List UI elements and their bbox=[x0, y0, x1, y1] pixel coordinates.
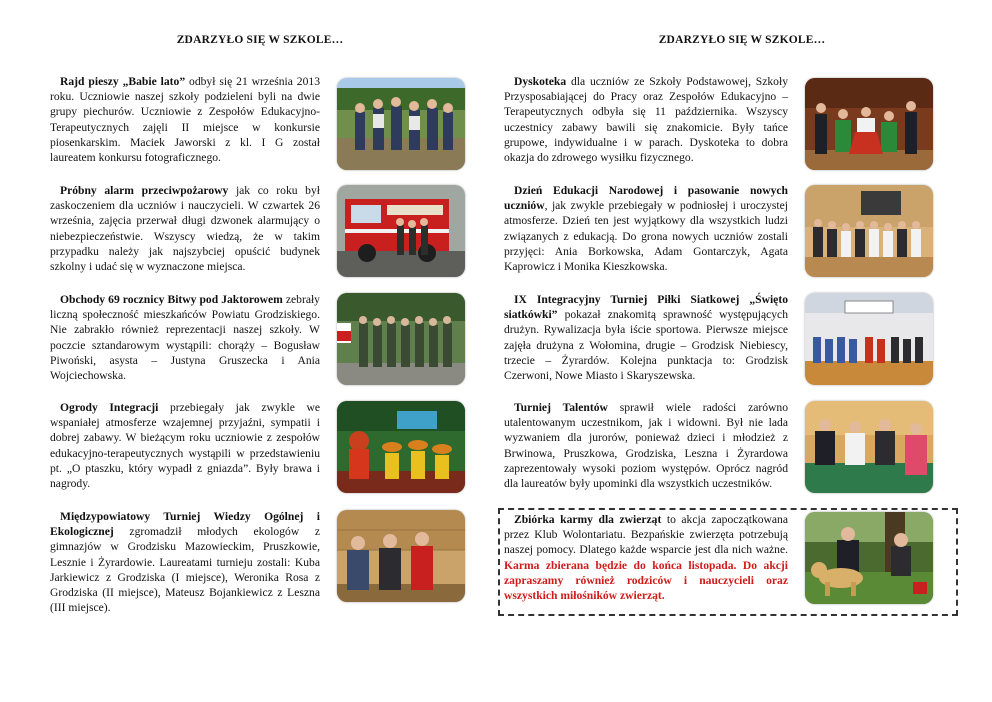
article-text bbox=[50, 183, 320, 274]
article-body: zgromadził młodych ekologów z gimnazjów w Grodzisku Mazowieckim, Pruszkowie, Lesznie i Żyrardowie. Laureatami turnieju zostali: Kuba Jarkiewicz z Grodziska (I miejsce), Weronika Rosa z Grodziska (II miejsce), Mateusz Bojankiewicz z Leszna (III miejsce). bbox=[50, 525, 320, 615]
article-heading: Międzypowiatowy Turniej Wiedzy Ogólnej i Ekologicznej bbox=[50, 510, 320, 539]
photo-hiking-group bbox=[337, 78, 465, 170]
article-volleyball bbox=[504, 292, 788, 383]
article-heading: Dzień Edukacji Narodowej i pasowanie nowych uczniów bbox=[504, 184, 788, 213]
article-text bbox=[504, 74, 788, 165]
article-text bbox=[50, 74, 320, 165]
article-text bbox=[50, 400, 320, 491]
article-text bbox=[504, 183, 788, 274]
article-hiking bbox=[50, 74, 320, 165]
article-knowledge-contest bbox=[50, 509, 320, 615]
article-heading: Próbny alarm przeciwpożarowy bbox=[60, 184, 229, 197]
photo-theater bbox=[337, 401, 465, 493]
article-heading: IX Integracyjny Turniej Piłki Siatkowej „Święto siatkówki” bbox=[504, 293, 788, 322]
article-text bbox=[50, 509, 320, 615]
article-body: jak co roku był zaskoczeniem dla uczniów i nauczycieli. W czwartek 26 września, zajęcia przerwał długi dzwonek alarmujący o niebezpieczeństwie. Wszyscy wiedzą, że w takim przypadku należy jak najszybciej opuścić budynek szkolny i udać się w wyznaczone miejsca. bbox=[50, 184, 320, 274]
article-battle-anniversary bbox=[50, 292, 320, 383]
article-talent-show bbox=[504, 400, 788, 491]
photo-disco bbox=[805, 78, 933, 170]
article-text bbox=[504, 292, 788, 383]
article-education-day bbox=[504, 183, 788, 274]
photo-jury bbox=[805, 401, 933, 493]
article-heading: Obchody 69 rocznicy Bitwy pod Jaktorowem bbox=[60, 293, 283, 306]
photo-fire-truck bbox=[337, 185, 465, 277]
article-text bbox=[50, 292, 320, 383]
photo-ceremony bbox=[337, 293, 465, 385]
article-integration-gardens bbox=[50, 400, 320, 491]
page-title: ZDARZYŁO SIĘ W SZKOLE… bbox=[658, 34, 826, 46]
article-heading: Turniej Talentów bbox=[514, 401, 608, 414]
photo-laureates bbox=[337, 510, 465, 602]
article-body: przebiegały jak zwykle we wspaniałej atmosferze wzajemnej przyjaźni, sympatii i dobrej zabawy. W bieżącym roku uczniowie z zespołów edukacyjno-terapeutycznych wystąpili w przedstawieniu pt. „O ptaszku, który wypadł z gniazda”. Były brawa i nagrody. bbox=[50, 401, 320, 491]
article-fire-alarm bbox=[50, 183, 320, 274]
article-text bbox=[504, 512, 788, 603]
article-disco bbox=[504, 74, 788, 165]
article-pet-food-drive bbox=[504, 512, 788, 603]
page-title: ZDARZYŁO SIĘ W SZKOLE… bbox=[176, 34, 344, 46]
article-body: , jak zwykle przebiegały w podniosłej i uroczystej atmosferze. Dzień ten jest wyjątkowy dla wszystkich ludzi związanych z edukacją. Do grona nowych uczniów zostali przyjęci: Ania Borkowska, Adam Gontarczyk, Agata Kaprowicz i Monika Kieszkowska. bbox=[504, 199, 788, 274]
article-heading: Dyskoteka bbox=[514, 75, 567, 88]
article-text bbox=[504, 400, 788, 491]
photo-dog bbox=[805, 512, 933, 604]
article-body: dla uczniów ze Szkoły Podstawowej, Szkoły Przysposabiającej do Pracy oraz Zespołów Edukacyjno – Terapeutycznych odbyła się 11 października. Wszyscy uczestnicy zabawy bawili się znakomicie. Były tańce grupowe, indywidualne i w parach. Dyskoteka to dobra okazja do zdrowego wysiłku fizycznego. bbox=[504, 75, 788, 165]
photo-volleyball bbox=[805, 293, 933, 385]
article-heading: Ogrody Integracji bbox=[60, 401, 159, 414]
article-body: sprawił wiele radości zarówno utalentowanym uczestnikom, jak i widowni. Był nie lada wyzwaniem dla jurorów, ponieważ dzieci i młodzież z Brwinowa, Pruszkowa, Grodziska, Leszna i Żyrardowa zaprezentowały wysoki poziom występów. Oprócz nagród dla laureatów były upominki dla wszystkich uczestników. bbox=[504, 401, 788, 491]
article-body: pokazał znakomitą sprawność występujących drużyn. Rywalizacja była iście sportowa. Pierwsze miejsce zajęła drużyna z Wołomina, drugie – Grodzisk Niebiescy, trzecie – Żyrardów. Kolejna punktacja to: Grodzisk Czerwoni, Nowe Miasto i Skaryszewska. bbox=[504, 308, 788, 383]
article-body: to akcja zapoczątkowana przez Klub Wolontariatu. Bezpańskie zwierzęta potrzebują naszej pomocy. Dlatego każde wsparcie jest dla nich ważne. bbox=[504, 513, 788, 557]
article-body: odbył się 21 września 2013 roku. Uczniowie naszej szkoły podzieleni byli na dwie grupy piechurów. Uczniowie z Zespołów Edukacyjno-Terapeutycznych zajęli II miejsce w konkursie piosenkarskim. Maciek Jaworski z kl. I G został laureatem konkursu fotograficznego. bbox=[50, 75, 320, 165]
article-heading: Rajd pieszy „Babie lato” bbox=[60, 75, 186, 88]
article-heading: Zbiórka karmy dla zwierząt bbox=[514, 513, 662, 526]
photo-gym-ceremony bbox=[805, 185, 933, 277]
article-body: zebrały liczną społeczność mieszkańców Powiatu Grodziskiego. Nie zabrakło również reprezentacji naszej szkoły. W poczcie sztandarowym wystąpili: chorąży – Bogusław Piwoński, asysta – Justyna Gruszecka i Ania Wojciechowska. bbox=[50, 293, 320, 383]
article-highlight: Karma zbierana będzie do końca listopada. Do akcji zapraszamy również rodziców i nauczycieli oraz wszystkich miłośników zwierząt. bbox=[504, 558, 788, 603]
